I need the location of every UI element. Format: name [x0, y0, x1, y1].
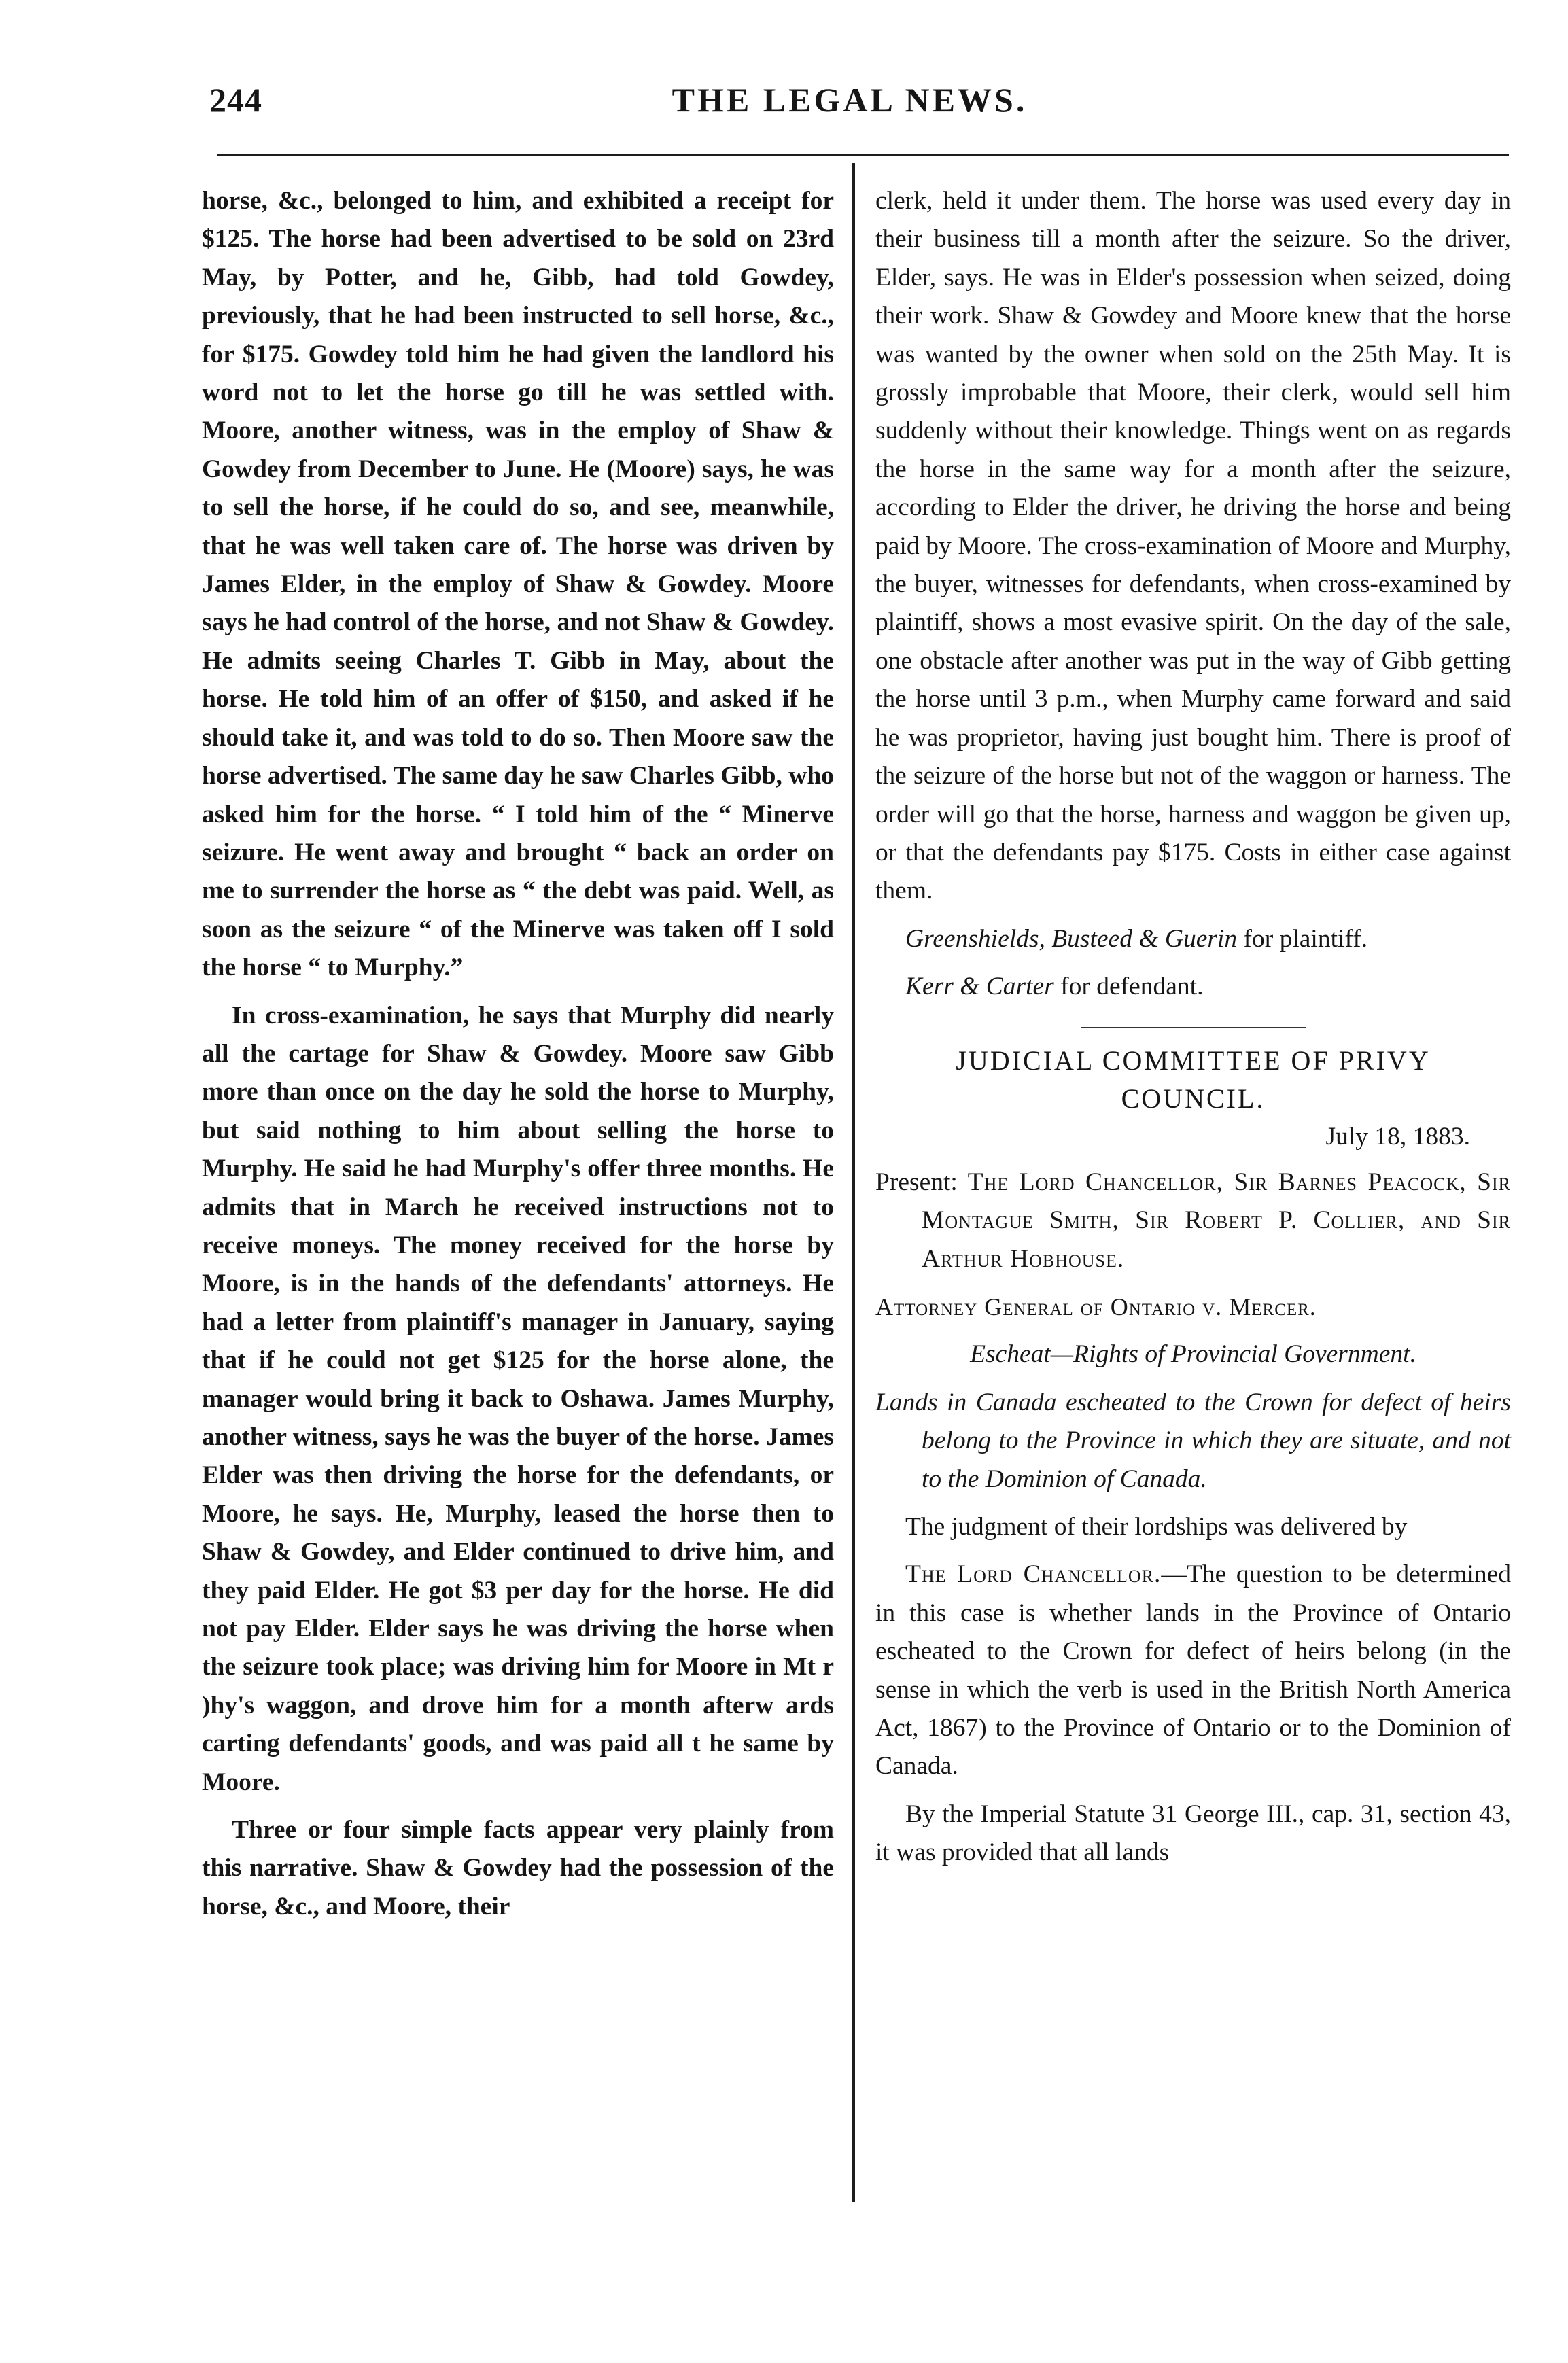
judgment-date: July 18, 1883.: [1325, 1123, 1470, 1151]
counsel-defendant-role: for defendant.: [1053, 973, 1204, 1001]
section-heading-line-2: COUNCIL.: [1121, 1083, 1266, 1114]
present-text: The Lord Chancellor, Sir Barnes Peacock, Sir Montague Smith, Sir Robert P. Collier, and Sir Arthur Hobhouse.: [922, 1168, 1511, 1273]
header-rule: [217, 154, 1509, 156]
left-paragraph-3: Three or four simple facts appear very plainly from this narrative. Shaw & Gowdey had the possession of the horse, &c., and Moore, their: [202, 1816, 834, 1921]
judgment-intro: The judgment of their lordships was delivered by: [905, 1513, 1408, 1541]
present-label: Present:: [875, 1168, 958, 1196]
counsel-plaintiff-role: for plaintiff.: [1237, 924, 1368, 953]
column-divider: [852, 163, 855, 2202]
speaker-name: The Lord Chancellor.: [905, 1560, 1162, 1589]
case-keywords: Escheat—Rights of Provincial Government.: [970, 1340, 1416, 1369]
section-divider: [1081, 1027, 1306, 1028]
page-header: [204, 80, 1495, 135]
left-paragraph-2: In cross-examination, he says that Murphy did nearly all the cartage for Shaw & Gowdey. Moore saw Gibb more than once on the day he sold the horse to Murphy, but said nothing to him about selling the horse to Murphy. He said he had Murphy's offer three months. He admits that in March he received instructions not to receive moneys. The money received for the horse by Moore, is in the hands of the defendants' attorneys. He had a letter from plaintiff's manager in January, saying that if he could not get $125 for the horse alone, the manager would bring it back to Oshawa. James Murphy, another witness, says he was the buyer of the horse. James Elder was then driving the horse for the defendants, or Moore, he says. He, Murphy, leased the horse then to Shaw & Gowdey, and Elder continued to drive him, and they paid Elder. He got $3 per day for the horse. He did not pay Elder. Elder says he was driving the horse when the seizure took place; was driving him for Moore in Mt r )hy's waggon, and drove him for a month afterw ards carting defendants' goods, and was paid all t he same by Moore.: [202, 1001, 834, 1796]
left-column: [202, 182, 834, 1936]
right-column: [875, 182, 1511, 1882]
counsel-defendant: [875, 968, 1511, 1006]
running-title: THE LEGAL NEWS.: [672, 81, 1028, 119]
left-paragraph-1: horse, &c., belonged to him, and exhibited a receipt for $125. The horse had been advertised to be sold on 23rd May, by Potter, and he, Gibb, had told Gowdey, previously, that he had been instructed to sell horse, &c., for $175. Gowdey told him he had given the landlord his word not to let the horse go till he was settled with. Moore, another witness, was in the employ of Shaw & Gowdey from December to June. He (Moore) says, he was to sell the horse, if he could do so, and see, meanwhile, that he was well taken care of. The horse was driven by James Elder, in the employ of Shaw & Gowdey. Moore says he had control of the horse, and not Shaw & Gowdey. He admits seeing Charles T. Gibb in May, about the horse. He told him of an offer of $150, and asked if he should take it, and was told to do so. Then Moore saw the horse advertised. The same day he saw Charles Gibb, who asked him for the horse. “ I told him of the “ Minerve seizure. He went away and brought “ back an order on me to surrender the horse as “ the debt was paid. Well, as soon as the seizure “ of the Minerve was taken off I sold the horse “ to Murphy.”: [202, 187, 834, 982]
counsel-defendant-names: Kerr & Carter: [905, 973, 1054, 1001]
counsel-plaintiff: [875, 920, 1511, 958]
page-number: 244: [209, 81, 262, 119]
judgment-paragraph-1: [875, 1556, 1511, 1785]
judgment-paragraph-2: By the Imperial Statute 31 George III., cap. 31, section 43, it was provided that all lands: [875, 1800, 1511, 1867]
present-judges: [875, 1163, 1511, 1278]
right-paragraph-1: clerk, held it under them. The horse was used every day in their business till a month after the seizure. So the driver, Elder, says. He was in Elder's possession when seized, doing their work. Shaw & Gowdey and Moore knew that the horse was wanted by the owner when sold on the 25th May. It is grossly improbable that Moore, their clerk, would sell him suddenly without their knowledge. Things went on as regards the horse in the same way for a month after the seizure, according to Elder the driver, he driving the horse and being paid by Moore. The cross-examination of Moore and Murphy, the buyer, witnesses for defendants, when cross-examined by plaintiff, shows a most evasive spirit. On the day of the sale, one obstacle after another was put in the way of Gibb getting the horse until 3 p.m., when Murphy came forward and said he was proprietor, having just bought him. There is proof of the seizure of the horse but not of the waggon or harness. The order will go that the horse, harness and waggon be given up, or that the defendants pay $175. Costs in either case against them.: [875, 187, 1511, 905]
case-title: Attorney General of Ontario v. Mercer.: [875, 1293, 1317, 1320]
judgment-paragraph-1-text: —The question to be determined in this case is whether lands in the Province of Ontario escheated to the Crown for defect of heirs belong (in the sense in which the verb is used in the British North America Act, 1867) to the Province of Ontario or to the Dominion of Canada.: [875, 1560, 1511, 1781]
headnote: Lands in Canada escheated to the Crown for defect of heirs belong to the Province in which they are situate, and not to the Dominion of Canada.: [875, 1388, 1511, 1493]
section-heading-line-1: JUDICIAL COMMITTEE OF PRIVY: [956, 1045, 1431, 1076]
counsel-plaintiff-names: Greenshields, Busteed & Guerin: [905, 924, 1238, 953]
